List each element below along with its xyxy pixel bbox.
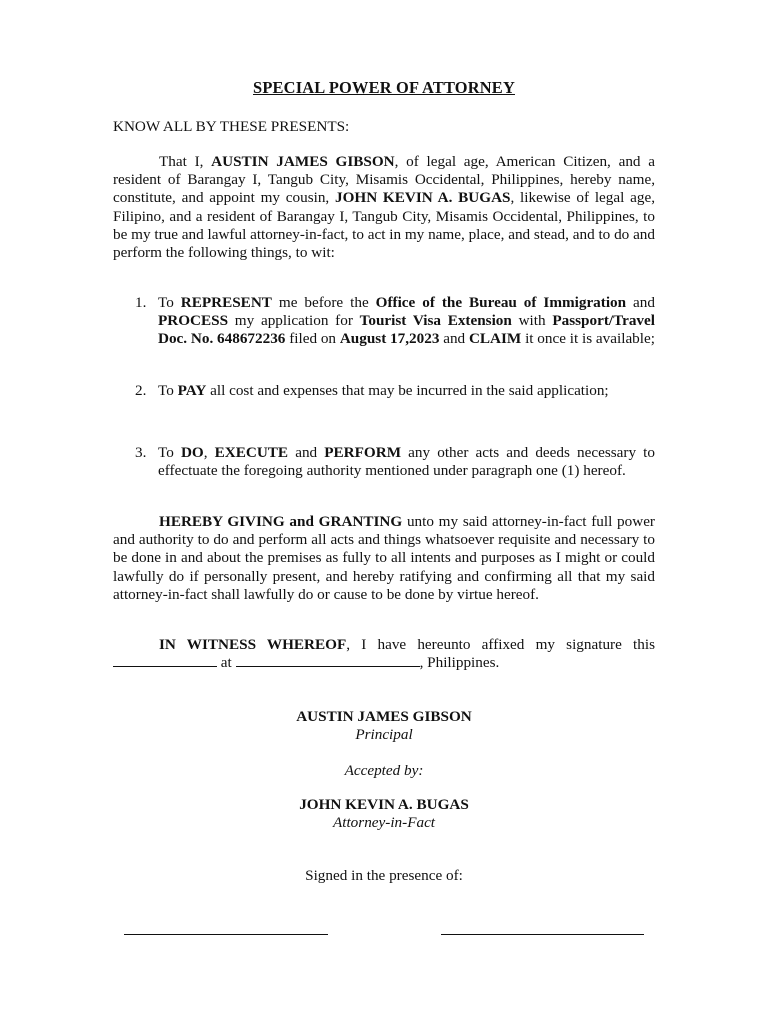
- text-run: me before the: [271, 294, 376, 311]
- text-run: my application for: [228, 312, 360, 330]
- text-run: all cost and expenses that may be incurred in the said application;: [206, 382, 609, 399]
- granting-paragraph: [113, 513, 655, 604]
- text-run-bold: REPRESENT: [180, 294, 272, 311]
- text-run: To: [158, 294, 181, 311]
- list-item-number: 2.: [135, 382, 147, 399]
- attorney-name: JOHN KEVIN A. BUGAS: [299, 796, 469, 813]
- text-run-bold: Tourist Visa Extension: [359, 312, 512, 330]
- text-run-bold: August 17,2023: [339, 330, 440, 348]
- text-run-bold: DO: [180, 444, 204, 461]
- witness-signature-line-right: [441, 934, 644, 935]
- granting-text: unto my said attorney-in-fact full power and authority to do and perform all acts and things whatsoever requisite and necessary to be done in and about the premises as fully to all intents and purposes as I might or could lawfully do if personally present, and hereby ratifying and confirming all that my said attorney-in-fact shall lawfully do or cause to be done by virtue hereof.: [113, 513, 655, 603]
- text-run-bold: Office of the Bureau of Immigration: [375, 294, 627, 311]
- text-run-bold: Passport/Travel Doc. No. 648672236: [158, 312, 655, 348]
- text-run: To: [158, 382, 178, 399]
- text-run: and: [288, 444, 325, 461]
- list-item-number: 1.: [135, 294, 147, 311]
- text-run-bold: PROCESS: [158, 312, 229, 330]
- text-run: with: [511, 312, 553, 330]
- opening-paragraph: [113, 153, 655, 262]
- list-item-number: 3.: [135, 444, 147, 461]
- attorney-role: Attorney-in-Fact: [332, 814, 436, 831]
- text-run: To: [158, 444, 181, 461]
- text-run: filed on: [285, 330, 340, 348]
- principal-name-inline: AUSTIN JAMES GIBSON: [211, 153, 395, 170]
- accepted-by-label: Accepted by:: [344, 762, 424, 779]
- principal-name: AUSTIN JAMES GIBSON: [296, 708, 472, 725]
- witness-lead: IN WITNESS WHEREOF: [159, 636, 347, 653]
- text-run-bold: PAY: [177, 382, 207, 399]
- signed-presence-label: Signed in the presence of:: [305, 867, 463, 884]
- text-run-bold: EXECUTE: [214, 444, 289, 461]
- list-item-text: [158, 444, 655, 480]
- witness-paragraph: [113, 636, 655, 672]
- list-item-text: [158, 294, 655, 349]
- date-blank-line: [113, 654, 217, 667]
- p1-text-a: That I,: [159, 153, 212, 170]
- document-title: SPECIAL POWER OF ATTORNEY: [253, 78, 515, 97]
- witness-signature-line-left: [124, 934, 328, 935]
- witness-end: , Philippines.: [419, 654, 500, 672]
- principal-role: Principal: [355, 726, 413, 743]
- list-item-text: [158, 382, 655, 400]
- place-blank-line: [236, 654, 420, 667]
- text-run: and: [439, 330, 469, 348]
- attorney-name-inline: JOHN KEVIN A. BUGAS: [334, 189, 511, 207]
- text-run: ,: [203, 444, 215, 461]
- granting-lead: HEREBY GIVING and GRANTING: [159, 513, 403, 530]
- text-run-bold: PERFORM: [324, 444, 402, 461]
- text-run: any other acts and deeds necessary to effectuate the foregoing authority mentioned under paragraph one (1) hereof.: [158, 444, 655, 480]
- text-run-bold: CLAIM: [468, 330, 522, 348]
- text-run: and: [626, 294, 655, 311]
- preamble: KNOW ALL BY THESE PRESENTS:: [113, 118, 350, 135]
- p1-text-e: , likewise of legal age, Filipino, and a resident of Barangay I, Tangub City, Misamis Occidental, Philippines, to be my true and lawful attorney-in-fact, to act in my name, place, and stead, and to do and perform the following things, to wit:: [113, 189, 655, 262]
- witness-at: at: [217, 654, 236, 672]
- witness-text: , I have hereunto affixed my signature this: [346, 636, 655, 653]
- p1-text-c: , of legal age, American Citizen, and a resident of Barangay I, Tangub City, Misamis Occidental, Philippines, hereby name, constitute, and appoint my cousin,: [113, 153, 656, 207]
- text-run: it once it is available;: [521, 330, 655, 348]
